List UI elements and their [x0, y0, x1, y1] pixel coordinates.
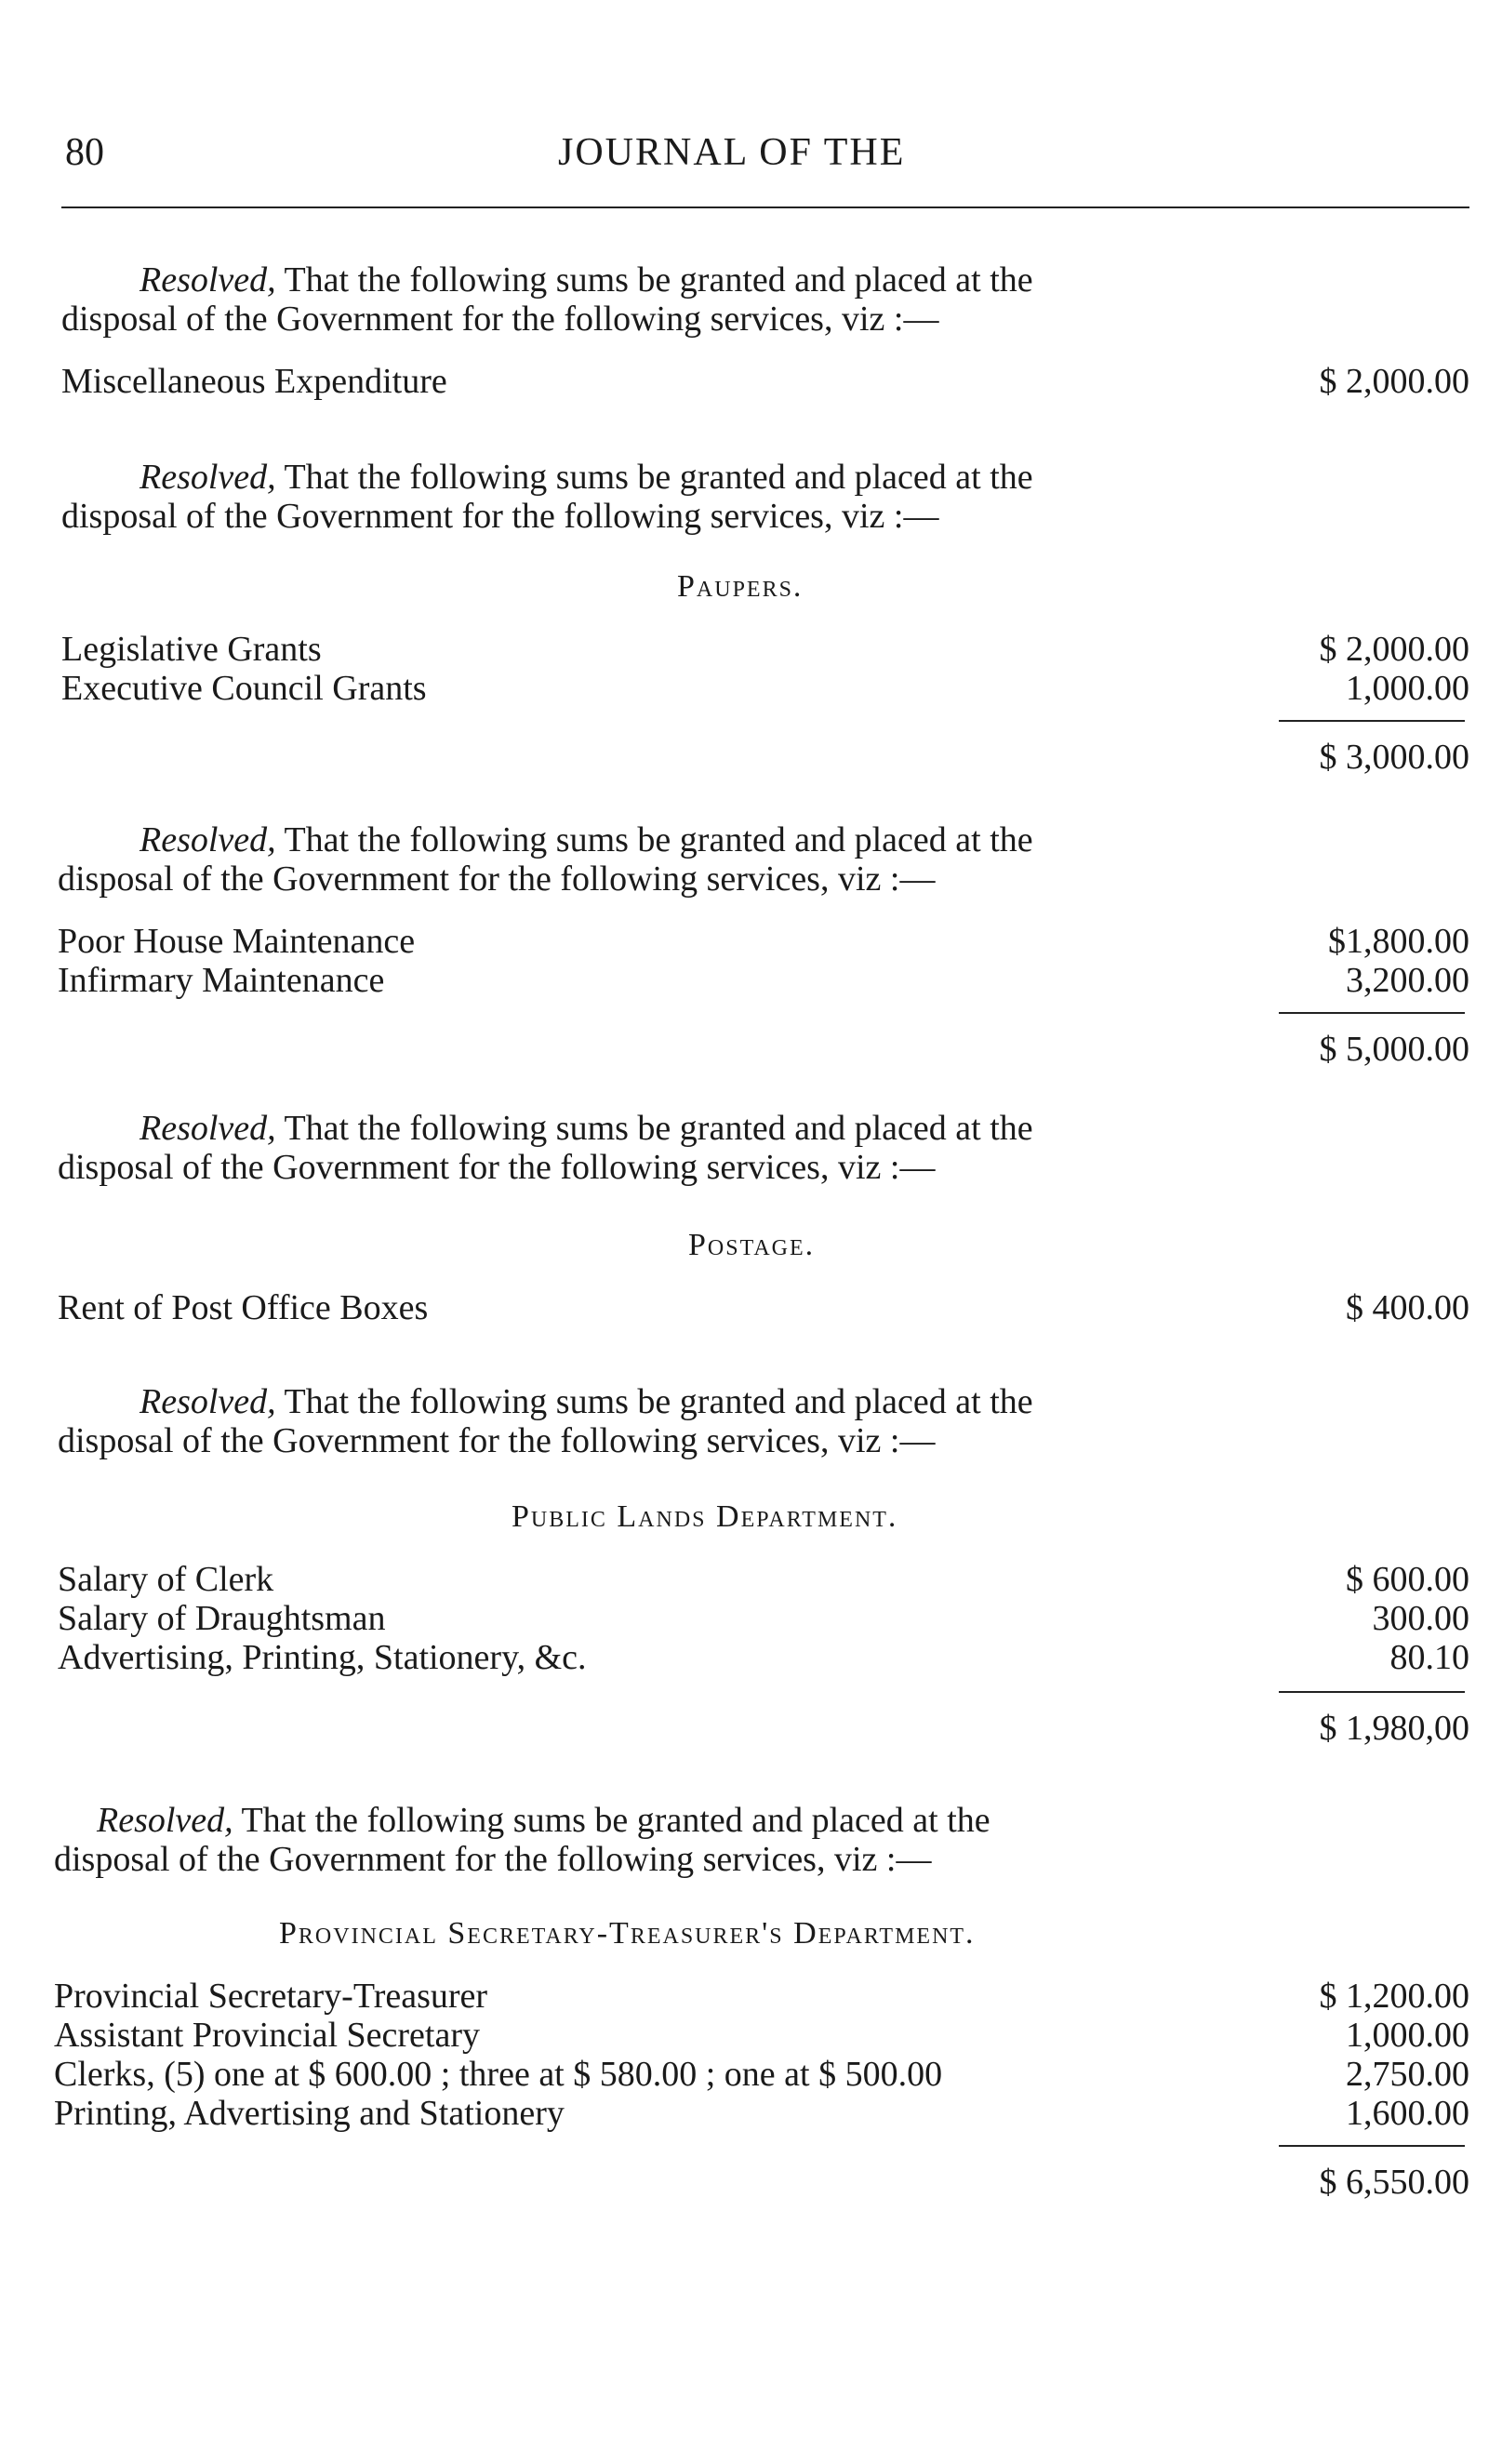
line-item-label: Rent of Post Office Boxes: [58, 1288, 429, 1327]
line-item-amount: 1,600.00: [1346, 2094, 1469, 2133]
line-item-amount: $ 2,000.00: [1319, 362, 1469, 401]
section-total: $ 5,000.00: [1319, 1030, 1469, 1069]
resolved-lead: Resolved,: [97, 1801, 233, 1840]
line-item-label: Assistant Provincial Secretary: [54, 2016, 481, 2055]
resolved-lead: Resolved,: [140, 820, 276, 859]
line-item-amount: $ 400.00: [1346, 1288, 1469, 1327]
resolution-line1-rest: That the following sums be granted and placed at the: [233, 1801, 990, 1840]
line-item-amount: $1,800.00: [1328, 922, 1469, 961]
resolution-line2: disposal of the Government for the following services, viz :—: [61, 300, 939, 339]
line-item-amount: 80.10: [1389, 1638, 1469, 1677]
line-item-amount: 1,000.00: [1346, 2016, 1469, 2055]
line-item-amount: 2,750.00: [1346, 2055, 1469, 2094]
resolution-line2: disposal of the Government for the following services, viz :—: [61, 497, 939, 536]
subtotal-rule: [1279, 1691, 1465, 1693]
section-heading-paupers: Paupers.: [677, 569, 804, 604]
line-item-label: Printing, Advertising and Stationery: [54, 2094, 565, 2133]
resolution-line2: disposal of the Government for the following services, viz :—: [58, 859, 936, 899]
line-item-amount: 1,000.00: [1346, 669, 1469, 708]
line-item-label: Provincial Secretary-Treasurer: [54, 1977, 488, 2016]
resolution-line1: [140, 1382, 1033, 1421]
section-total: $ 3,000.00: [1319, 738, 1469, 777]
header-rule: [61, 206, 1469, 208]
line-item-amount: 300.00: [1372, 1599, 1469, 1638]
resolved-lead: Resolved,: [140, 458, 276, 497]
resolution-line1: [140, 458, 1033, 497]
resolution-line1-rest: That the following sums be granted and placed at the: [275, 1382, 1033, 1421]
subtotal-rule: [1279, 1012, 1465, 1014]
section-total: $ 6,550.00: [1319, 2163, 1469, 2202]
line-item-amount: $ 1,200.00: [1319, 1977, 1469, 2016]
resolved-lead: Resolved,: [140, 260, 276, 300]
resolution-line2: disposal of the Government for the following services, viz :—: [54, 1840, 932, 1879]
page-title: JOURNAL OF THE: [558, 131, 906, 174]
resolution-line1-rest: That the following sums be granted and placed at the: [275, 1109, 1033, 1148]
line-item-label: Salary of Draughtsman: [58, 1599, 386, 1638]
line-item-label: Miscellaneous Expenditure: [61, 362, 447, 401]
subtotal-rule: [1279, 2145, 1465, 2147]
line-item-label: Poor House Maintenance: [58, 922, 416, 961]
resolution-line1: [140, 820, 1033, 859]
line-item-amount: 3,200.00: [1346, 961, 1469, 1000]
resolved-lead: Resolved,: [140, 1109, 276, 1148]
section-heading-provincial-secretary: Provincial Secretary-Treasurer's Department.: [279, 1916, 976, 1951]
resolution-line1-rest: That the following sums be granted and placed at the: [275, 260, 1033, 300]
line-item-label: Executive Council Grants: [61, 669, 427, 708]
resolution-line1: [140, 260, 1033, 300]
line-item-label: Infirmary Maintenance: [58, 961, 385, 1000]
resolution-line1-rest: That the following sums be granted and placed at the: [275, 820, 1033, 859]
resolution-line2: disposal of the Government for the following services, viz :—: [58, 1421, 936, 1460]
section-total: $ 1,980,00: [1319, 1709, 1469, 1748]
resolution-line1: [140, 1109, 1033, 1148]
line-item-label: Advertising, Printing, Stationery, &c.: [58, 1638, 587, 1677]
page-number: 80: [65, 131, 104, 174]
section-heading-postage: Postage.: [688, 1228, 816, 1262]
line-item-label: Legislative Grants: [61, 630, 322, 669]
line-item-amount: $ 2,000.00: [1319, 630, 1469, 669]
subtotal-rule: [1279, 720, 1465, 722]
line-item-amount: $ 600.00: [1346, 1560, 1469, 1599]
section-heading-public-lands: Public Lands Department.: [512, 1499, 898, 1534]
line-item-label: Clerks, (5) one at $ 600.00 ; three at $ 580.00 ; one at $ 500.00: [54, 2055, 943, 2094]
line-item-label: Salary of Clerk: [58, 1560, 274, 1599]
resolved-lead: Resolved,: [140, 1382, 276, 1421]
resolution-line1: [97, 1801, 990, 1840]
resolution-line2: disposal of the Government for the following services, viz :—: [58, 1148, 936, 1187]
resolution-line1-rest: That the following sums be granted and placed at the: [275, 458, 1033, 497]
